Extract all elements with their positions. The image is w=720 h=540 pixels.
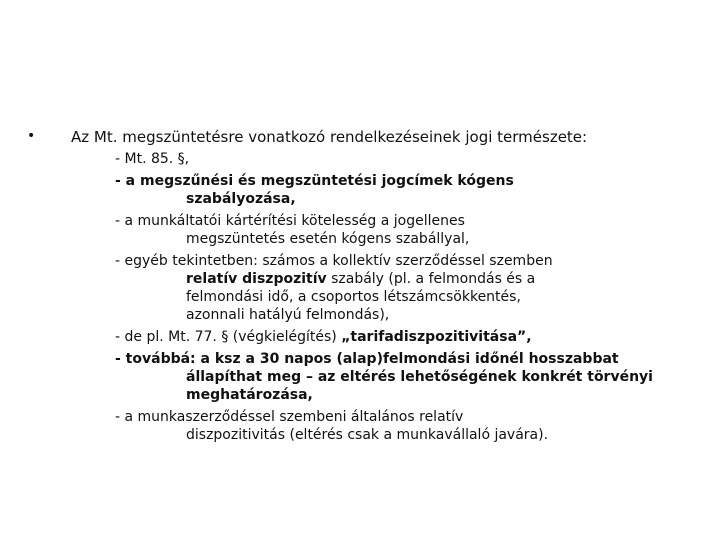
item-line: - továbbá: a ksz a 30 napos (alap)felmondási időnél hosszabbat: [115, 351, 619, 367]
item-line-text: szabály (pl. a felmondás és a: [331, 271, 536, 287]
item-line: - a megszűnési és megszüntetési jogcímek kógens: [115, 173, 514, 189]
item-line: meghatározása,: [186, 387, 313, 403]
list-item: [0, 212, 720, 248]
list-item: [0, 328, 720, 346]
list-item: [0, 350, 720, 404]
item-line: - Mt. 85. §,: [115, 151, 190, 167]
list-item: [0, 172, 720, 208]
list-item: [0, 150, 720, 168]
bold-phrase: „tarifadiszpozitivitása”,: [341, 329, 532, 345]
item-line: szabályozása,: [186, 191, 296, 207]
item-line: - a munkaszerződéssel szembeni általános relatív: [115, 409, 464, 425]
bullet-icon: •: [27, 128, 36, 144]
item-line: [0, 328, 720, 346]
item-line-text: - de pl. Mt. 77. § (végkielégítés): [115, 329, 342, 345]
item-line: felmondási idő, a csoportos létszámcsökkentés,: [186, 289, 521, 305]
item-line: diszpozitivitás (eltérés csak a munkavállaló javára).: [186, 427, 549, 443]
list-item: [0, 252, 720, 324]
item-line: - egyéb tekintetben: számos a kollektív szerződéssel szemben: [115, 253, 553, 269]
list-item: [0, 408, 720, 444]
item-list: [0, 150, 720, 448]
item-line: megszüntetés esetén kógens szabállyal,: [186, 231, 470, 247]
bold-phrase: relatív diszpozitív: [186, 271, 327, 287]
item-line: - a munkáltatói kártérítési kötelesség a jogellenes: [115, 213, 465, 229]
item-line: azonnali hatályú felmondás),: [186, 307, 390, 323]
slide-heading: Az Mt. megszüntetésre vonatkozó rendelkezéseinek jogi természete:: [71, 128, 588, 146]
item-line: [0, 270, 720, 288]
item-line: állapíthat meg – az eltérés lehetőségének konkrét törvényi: [186, 369, 653, 385]
